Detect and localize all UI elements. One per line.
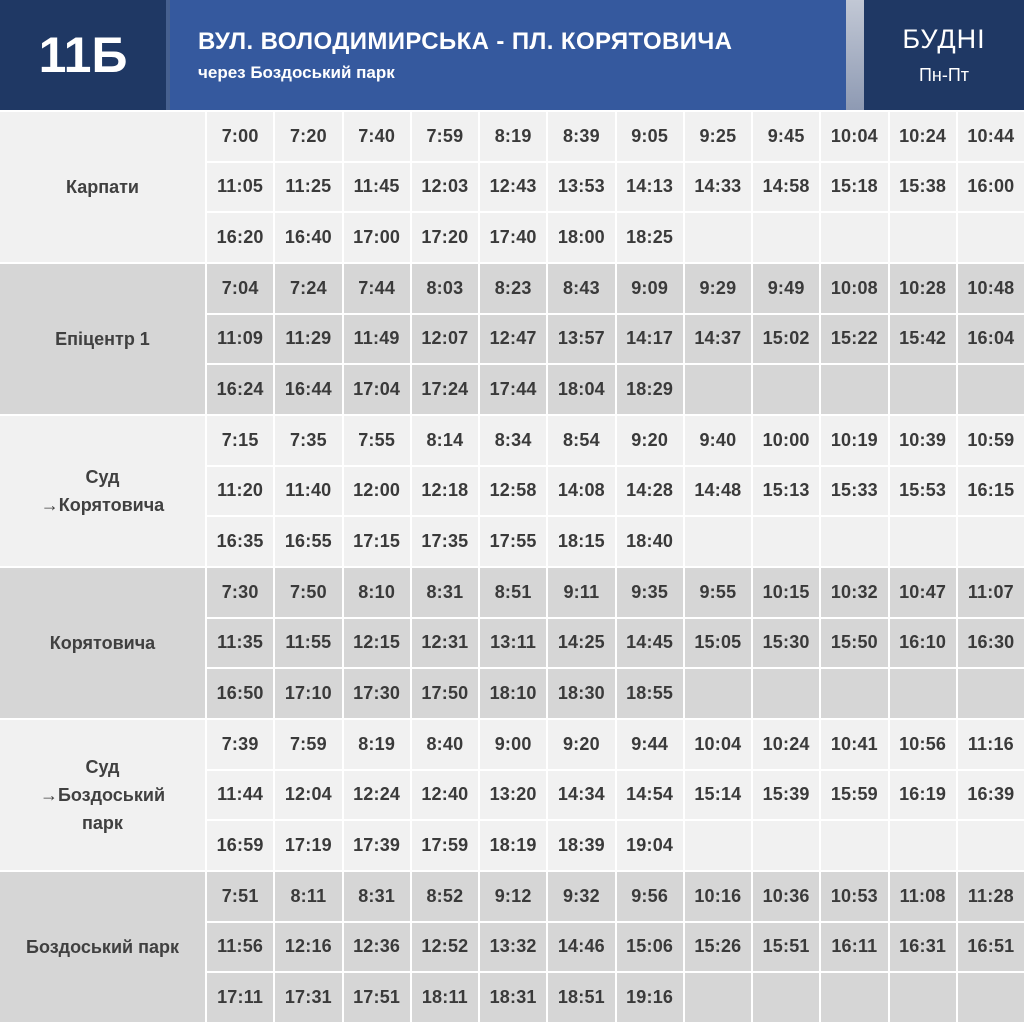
time-cell: 14:17 bbox=[617, 315, 683, 364]
time-cell: 7:50 bbox=[275, 568, 341, 617]
time-cell: 13:11 bbox=[480, 619, 546, 668]
time-cell: 11:40 bbox=[275, 467, 341, 516]
time-cell: 17:00 bbox=[344, 213, 410, 262]
time-cell: 9:44 bbox=[617, 720, 683, 769]
time-cell: 14:46 bbox=[548, 923, 614, 972]
route-title-block bbox=[170, 0, 846, 110]
time-cell: 14:58 bbox=[753, 163, 819, 212]
station-block bbox=[0, 416, 1024, 566]
station-block bbox=[0, 112, 1024, 262]
time-cell: 17:24 bbox=[412, 365, 478, 414]
time-cell: 16:11 bbox=[821, 923, 887, 972]
time-cell: 11:29 bbox=[275, 315, 341, 364]
time-cell: 12:18 bbox=[412, 467, 478, 516]
time-cell: 10:47 bbox=[890, 568, 956, 617]
time-cell bbox=[958, 973, 1024, 1022]
time-cell: 17:40 bbox=[480, 213, 546, 262]
time-cell: 16:19 bbox=[890, 771, 956, 820]
time-cell: 17:04 bbox=[344, 365, 410, 414]
time-cell: 12:47 bbox=[480, 315, 546, 364]
time-cell: 9:45 bbox=[753, 112, 819, 161]
time-cell: 16:31 bbox=[890, 923, 956, 972]
time-cell: 8:31 bbox=[344, 872, 410, 921]
time-cell: 10:53 bbox=[821, 872, 887, 921]
time-cell: 11:35 bbox=[207, 619, 273, 668]
time-cell: 12:07 bbox=[412, 315, 478, 364]
time-cell: 17:50 bbox=[412, 669, 478, 718]
time-cell: 10:39 bbox=[890, 416, 956, 465]
time-cell: 13:57 bbox=[548, 315, 614, 364]
time-cell: 9:11 bbox=[548, 568, 614, 617]
time-cell: 16:51 bbox=[958, 923, 1024, 972]
time-cell: 11:20 bbox=[207, 467, 273, 516]
time-cell bbox=[753, 821, 819, 870]
station-label-line: →Корятовича bbox=[40, 495, 165, 515]
time-cell: 17:35 bbox=[412, 517, 478, 566]
time-cell: 16:10 bbox=[890, 619, 956, 668]
time-cell: 16:20 bbox=[207, 213, 273, 262]
station-block bbox=[0, 720, 1024, 870]
station-label-line: →Боздоський bbox=[39, 784, 166, 805]
time-cell: 17:59 bbox=[412, 821, 478, 870]
station-block bbox=[0, 568, 1024, 718]
time-cell: 12:04 bbox=[275, 771, 341, 820]
time-cell: 14:28 bbox=[617, 467, 683, 516]
time-cell: 14:45 bbox=[617, 619, 683, 668]
time-cell: 15:50 bbox=[821, 619, 887, 668]
time-cell bbox=[890, 821, 956, 870]
time-cell: 17:39 bbox=[344, 821, 410, 870]
time-cell: 12:36 bbox=[344, 923, 410, 972]
station-label-line: Епіцентр 1 bbox=[55, 328, 150, 349]
time-cell: 12:52 bbox=[412, 923, 478, 972]
time-cell: 18:51 bbox=[548, 973, 614, 1022]
time-cell: 8:34 bbox=[480, 416, 546, 465]
time-cell: 11:45 bbox=[344, 163, 410, 212]
time-cell: 9:20 bbox=[548, 720, 614, 769]
time-cell: 12:58 bbox=[480, 467, 546, 516]
time-cell: 14:54 bbox=[617, 771, 683, 820]
time-cell: 7:59 bbox=[412, 112, 478, 161]
time-cell: 10:28 bbox=[890, 264, 956, 313]
time-cell: 9:20 bbox=[617, 416, 683, 465]
station-label-line: парк bbox=[82, 813, 123, 834]
day-type-badge bbox=[864, 0, 1024, 110]
time-cell: 15:05 bbox=[685, 619, 751, 668]
time-cell: 12:40 bbox=[412, 771, 478, 820]
time-cell: 16:39 bbox=[958, 771, 1024, 820]
time-cell: 15:26 bbox=[685, 923, 751, 972]
time-cell: 8:11 bbox=[275, 872, 341, 921]
time-cell: 11:56 bbox=[207, 923, 273, 972]
time-cell: 16:24 bbox=[207, 365, 273, 414]
time-cell: 15:38 bbox=[890, 163, 956, 212]
time-cell: 10:59 bbox=[958, 416, 1024, 465]
time-cell: 12:43 bbox=[480, 163, 546, 212]
time-cell bbox=[958, 517, 1024, 566]
time-cell: 15:53 bbox=[890, 467, 956, 516]
time-cell: 7:24 bbox=[275, 264, 341, 313]
station-label-line: Корятовича bbox=[49, 632, 156, 653]
time-cell bbox=[890, 365, 956, 414]
time-cell bbox=[753, 365, 819, 414]
time-cell: 18:00 bbox=[548, 213, 614, 262]
time-cell: 16:00 bbox=[958, 163, 1024, 212]
time-cell: 13:32 bbox=[480, 923, 546, 972]
time-cell: 9:12 bbox=[480, 872, 546, 921]
station-label bbox=[0, 264, 205, 414]
time-cell: 15:18 bbox=[821, 163, 887, 212]
time-cell: 12:03 bbox=[412, 163, 478, 212]
time-cell: 11:09 bbox=[207, 315, 273, 364]
time-cell: 14:08 bbox=[548, 467, 614, 516]
time-cell: 8:40 bbox=[412, 720, 478, 769]
time-cell: 11:07 bbox=[958, 568, 1024, 617]
time-cell: 17:11 bbox=[207, 973, 273, 1022]
time-cell: 8:52 bbox=[412, 872, 478, 921]
time-cell: 8:43 bbox=[548, 264, 614, 313]
station-label-line: Суд bbox=[85, 756, 120, 777]
time-cell: 11:08 bbox=[890, 872, 956, 921]
time-cell bbox=[685, 365, 751, 414]
time-cell: 14:48 bbox=[685, 467, 751, 516]
time-cell: 18:10 bbox=[480, 669, 546, 718]
time-cell: 16:55 bbox=[275, 517, 341, 566]
header-divider-right bbox=[846, 0, 864, 110]
time-cell: 18:15 bbox=[548, 517, 614, 566]
time-cell: 12:31 bbox=[412, 619, 478, 668]
time-cell bbox=[685, 669, 751, 718]
time-cell: 7:55 bbox=[344, 416, 410, 465]
time-cell: 9:40 bbox=[685, 416, 751, 465]
day-type-label: БУДНІ bbox=[902, 24, 986, 54]
time-cell: 15:13 bbox=[753, 467, 819, 516]
time-cell: 10:48 bbox=[958, 264, 1024, 313]
time-cell: 11:28 bbox=[958, 872, 1024, 921]
time-cell: 10:00 bbox=[753, 416, 819, 465]
time-cell bbox=[958, 365, 1024, 414]
time-cell bbox=[958, 669, 1024, 718]
time-cell: 7:15 bbox=[207, 416, 273, 465]
time-cell: 18:25 bbox=[617, 213, 683, 262]
time-cell: 17:19 bbox=[275, 821, 341, 870]
time-cell: 15:14 bbox=[685, 771, 751, 820]
time-cell: 13:53 bbox=[548, 163, 614, 212]
time-cell: 15:39 bbox=[753, 771, 819, 820]
time-cell: 11:05 bbox=[207, 163, 273, 212]
time-cell: 16:30 bbox=[958, 619, 1024, 668]
time-cell: 18:40 bbox=[617, 517, 683, 566]
time-cell: 8:51 bbox=[480, 568, 546, 617]
time-cell bbox=[890, 517, 956, 566]
time-cell: 7:40 bbox=[344, 112, 410, 161]
station-label bbox=[0, 112, 205, 262]
time-cell: 7:44 bbox=[344, 264, 410, 313]
time-cell: 18:11 bbox=[412, 973, 478, 1022]
route-title: ВУЛ. ВОЛОДИМИРСЬКА - ПЛ. КОРЯТОВИЧА bbox=[198, 27, 733, 55]
time-cell: 18:30 bbox=[548, 669, 614, 718]
station-label bbox=[0, 720, 205, 870]
time-cell bbox=[821, 821, 887, 870]
time-cell bbox=[685, 213, 751, 262]
time-cell: 14:34 bbox=[548, 771, 614, 820]
time-cell: 11:55 bbox=[275, 619, 341, 668]
time-cell: 8:39 bbox=[548, 112, 614, 161]
day-range-label: Пн-Пт bbox=[918, 65, 970, 85]
time-cell: 15:06 bbox=[617, 923, 683, 972]
time-cell: 18:19 bbox=[480, 821, 546, 870]
station-block bbox=[0, 264, 1024, 414]
time-cell: 17:31 bbox=[275, 973, 341, 1022]
time-cell: 10:19 bbox=[821, 416, 887, 465]
time-cell: 19:16 bbox=[617, 973, 683, 1022]
time-cell bbox=[753, 669, 819, 718]
time-cell bbox=[890, 973, 956, 1022]
time-cell bbox=[821, 973, 887, 1022]
time-cell: 10:04 bbox=[821, 112, 887, 161]
time-cell bbox=[753, 973, 819, 1022]
time-cell: 8:31 bbox=[412, 568, 478, 617]
time-cell: 15:30 bbox=[753, 619, 819, 668]
time-cell: 14:13 bbox=[617, 163, 683, 212]
time-cell: 17:55 bbox=[480, 517, 546, 566]
time-cell: 8:19 bbox=[344, 720, 410, 769]
time-cell: 15:59 bbox=[821, 771, 887, 820]
time-cell: 17:15 bbox=[344, 517, 410, 566]
time-cell: 9:35 bbox=[617, 568, 683, 617]
time-cell bbox=[890, 669, 956, 718]
time-cell bbox=[890, 213, 956, 262]
time-cell: 15:51 bbox=[753, 923, 819, 972]
time-cell: 18:31 bbox=[480, 973, 546, 1022]
time-cell: 11:25 bbox=[275, 163, 341, 212]
time-cell: 10:08 bbox=[821, 264, 887, 313]
time-cell: 10:36 bbox=[753, 872, 819, 921]
route-subtitle: через Боздоський парк bbox=[198, 62, 395, 82]
time-cell: 10:16 bbox=[685, 872, 751, 921]
time-cell: 12:15 bbox=[344, 619, 410, 668]
time-cell: 13:20 bbox=[480, 771, 546, 820]
time-cell: 10:04 bbox=[685, 720, 751, 769]
time-cell: 14:33 bbox=[685, 163, 751, 212]
time-cell bbox=[685, 821, 751, 870]
route-number-badge bbox=[0, 0, 166, 110]
time-cell bbox=[685, 973, 751, 1022]
route-number: 11Б bbox=[38, 27, 128, 83]
time-cell: 14:25 bbox=[548, 619, 614, 668]
time-cell: 8:54 bbox=[548, 416, 614, 465]
time-cell: 10:41 bbox=[821, 720, 887, 769]
station-label bbox=[0, 568, 205, 718]
time-cell: 18:29 bbox=[617, 365, 683, 414]
time-cell: 18:04 bbox=[548, 365, 614, 414]
time-cell: 15:02 bbox=[753, 315, 819, 364]
time-cell: 8:10 bbox=[344, 568, 410, 617]
time-cell: 11:44 bbox=[207, 771, 273, 820]
time-cell: 15:33 bbox=[821, 467, 887, 516]
time-cell bbox=[685, 517, 751, 566]
time-cell: 12:16 bbox=[275, 923, 341, 972]
time-cell: 7:00 bbox=[207, 112, 273, 161]
time-cell: 17:30 bbox=[344, 669, 410, 718]
time-cell: 15:22 bbox=[821, 315, 887, 364]
time-cell: 17:10 bbox=[275, 669, 341, 718]
time-cell: 16:44 bbox=[275, 365, 341, 414]
time-cell: 9:00 bbox=[480, 720, 546, 769]
time-cell: 7:59 bbox=[275, 720, 341, 769]
time-cell: 7:04 bbox=[207, 264, 273, 313]
time-cell bbox=[821, 213, 887, 262]
time-cell: 17:20 bbox=[412, 213, 478, 262]
time-cell: 10:32 bbox=[821, 568, 887, 617]
time-cell bbox=[821, 365, 887, 414]
station-block bbox=[0, 872, 1024, 1022]
time-cell: 11:49 bbox=[344, 315, 410, 364]
time-cell: 16:04 bbox=[958, 315, 1024, 364]
station-label-line: Боздоський парк bbox=[26, 936, 179, 957]
time-cell: 10:56 bbox=[890, 720, 956, 769]
time-cell: 10:44 bbox=[958, 112, 1024, 161]
time-cell: 9:29 bbox=[685, 264, 751, 313]
time-cell: 16:15 bbox=[958, 467, 1024, 516]
time-cell: 8:23 bbox=[480, 264, 546, 313]
time-cell: 7:20 bbox=[275, 112, 341, 161]
time-cell: 9:25 bbox=[685, 112, 751, 161]
time-cell: 9:55 bbox=[685, 568, 751, 617]
time-cell: 10:24 bbox=[753, 720, 819, 769]
time-cell: 16:59 bbox=[207, 821, 273, 870]
time-cell: 18:55 bbox=[617, 669, 683, 718]
time-cell: 7:35 bbox=[275, 416, 341, 465]
timetable bbox=[0, 110, 1024, 1022]
time-cell: 9:09 bbox=[617, 264, 683, 313]
station-label bbox=[0, 416, 205, 566]
time-cell: 18:39 bbox=[548, 821, 614, 870]
time-cell: 9:05 bbox=[617, 112, 683, 161]
time-cell: 8:19 bbox=[480, 112, 546, 161]
time-cell: 8:03 bbox=[412, 264, 478, 313]
time-cell bbox=[958, 821, 1024, 870]
time-cell: 9:49 bbox=[753, 264, 819, 313]
time-cell: 12:24 bbox=[344, 771, 410, 820]
time-cell: 9:32 bbox=[548, 872, 614, 921]
time-cell: 16:50 bbox=[207, 669, 273, 718]
time-cell: 14:37 bbox=[685, 315, 751, 364]
station-label bbox=[0, 872, 205, 1022]
time-cell: 19:04 bbox=[617, 821, 683, 870]
time-cell bbox=[821, 669, 887, 718]
time-cell: 7:30 bbox=[207, 568, 273, 617]
time-cell: 10:24 bbox=[890, 112, 956, 161]
time-cell bbox=[958, 213, 1024, 262]
time-cell: 17:44 bbox=[480, 365, 546, 414]
station-label-line: Суд bbox=[85, 466, 120, 487]
header bbox=[0, 0, 1024, 110]
time-cell: 7:39 bbox=[207, 720, 273, 769]
time-cell: 15:42 bbox=[890, 315, 956, 364]
time-cell bbox=[753, 213, 819, 262]
time-cell: 16:40 bbox=[275, 213, 341, 262]
time-cell: 7:51 bbox=[207, 872, 273, 921]
time-cell bbox=[753, 517, 819, 566]
time-cell: 17:51 bbox=[344, 973, 410, 1022]
time-cell: 16:35 bbox=[207, 517, 273, 566]
time-cell: 8:14 bbox=[412, 416, 478, 465]
station-label-line: Карпати bbox=[66, 176, 139, 197]
time-cell: 9:56 bbox=[617, 872, 683, 921]
time-cell bbox=[821, 517, 887, 566]
time-cell: 12:00 bbox=[344, 467, 410, 516]
time-cell: 10:15 bbox=[753, 568, 819, 617]
time-cell: 11:16 bbox=[958, 720, 1024, 769]
